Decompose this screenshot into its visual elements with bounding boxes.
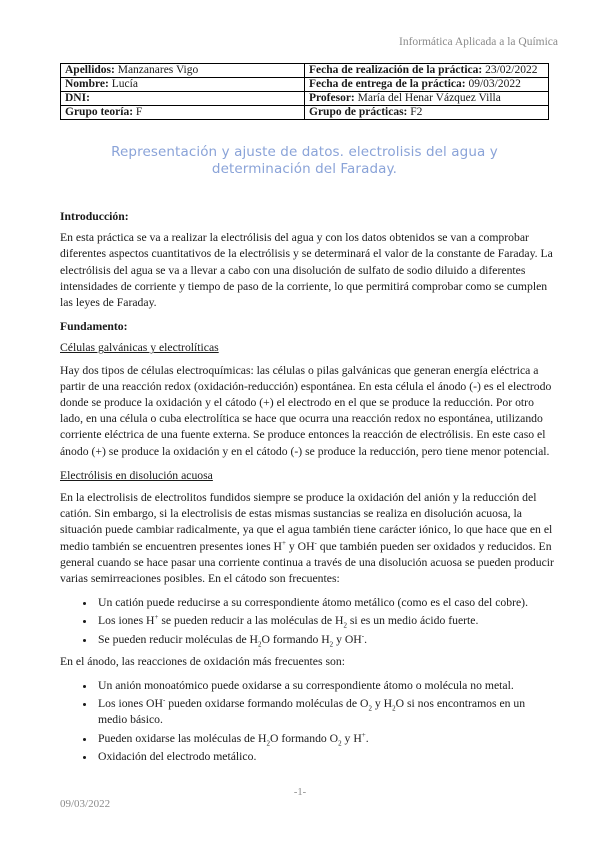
date-due-value: 09/03/2022 xyxy=(468,78,521,91)
lab-group-cell xyxy=(305,106,549,120)
anode-item-3d: . xyxy=(365,731,369,745)
anode-item-2b: pueden oxidarse formando moléculas de O xyxy=(165,697,369,711)
cathode-item-3-sup: - xyxy=(361,631,365,640)
list-item xyxy=(96,696,557,728)
aq-text-b: y OH xyxy=(285,539,315,553)
anode-item-2-sub2: 2 xyxy=(392,704,396,713)
anode-item-3-sub1: 2 xyxy=(266,739,270,748)
anode-item-3-sub2: 2 xyxy=(338,739,342,748)
list-item xyxy=(96,595,557,611)
cathode-item-2-sup: + xyxy=(154,613,159,622)
cathode-item-3a: Se pueden reducir moléculas de H xyxy=(98,632,258,646)
footer-date: 09/03/2022 xyxy=(60,798,111,810)
anode-item-2-sub1: 2 xyxy=(368,704,372,713)
teacher-cell xyxy=(305,92,549,106)
dni-label: DNI: xyxy=(65,92,90,105)
cathode-item-2b: se pueden reducir a las moléculas de H xyxy=(158,614,344,628)
document-body xyxy=(60,209,557,771)
list-item xyxy=(96,632,557,648)
aqueous-subheading: Electrólisis en disolución acuosa xyxy=(60,468,213,482)
theory-group-cell xyxy=(61,106,305,120)
cathode-item-3d: . xyxy=(364,632,368,646)
list-item xyxy=(96,731,557,747)
title-line-2: determinación del Faraday. xyxy=(211,161,398,177)
anode-item-4: Oxidación del electrodo metálico. xyxy=(98,749,257,763)
anode-item-2a: Los iones OH xyxy=(98,697,163,711)
fundamento-heading: Fundamento: xyxy=(60,320,128,334)
intro-heading: Introducción: xyxy=(60,210,129,223)
anode-item-3-sup: + xyxy=(361,730,366,739)
aq-text-a: En la electrolisis de electrolitos fundidos siempre se produce la oxidación del anión y la reducción del catión. Sin embargo, si la electrolisis de estas mismas sustancias se realiza en disolución acuosa, la situación puede cambiar radicalmente, ya que el agua también tiene carácter iónico, lo que hace que en el medio también se encuentren presentes iones H xyxy=(60,491,553,553)
list-item xyxy=(96,613,557,629)
student-info-table xyxy=(60,63,549,120)
cells-subheading: Células galvánicas y electrolíticas xyxy=(60,341,219,355)
teacher-value: María del Henar Vázquez Villa xyxy=(357,92,501,105)
course-header: Informática Aplicada a la Química xyxy=(398,36,558,48)
table-row xyxy=(61,106,549,120)
surname-cell xyxy=(61,64,305,78)
cathode-item-3c: y OH xyxy=(333,632,362,646)
table-row xyxy=(61,92,549,106)
cathode-item-3b: O formando H xyxy=(261,632,330,646)
date-due-cell xyxy=(305,78,549,92)
intro-paragraph: En esta práctica se va a realizar la electrólisis del agua y con los datos obtenidos se van a comprobar diferentes aspectos cuantitativos de la electrólisis y se determinará el valor de la constante de Faraday. La electrólisis del agua se va a llevar a cabo con una disolución de sulfato de sodio diluido a diferentes intensidades de corriente y tiempo de paso de la corriente, lo que permitirá comprobar como se cumplen las leyes de Faraday. xyxy=(60,231,553,310)
lab-group-value: F2 xyxy=(410,106,423,119)
date-due-label: Fecha de entrega de la práctica: xyxy=(309,78,466,91)
table-row xyxy=(61,78,549,92)
name-cell xyxy=(61,78,305,92)
cathode-item-3-sub2: 2 xyxy=(329,640,334,648)
date-done-value: 23/02/2022 xyxy=(485,64,538,77)
list-item xyxy=(96,678,557,694)
surname-value: Manzanares Vigo xyxy=(117,64,199,77)
cells-paragraph: Hay dos tipos de células electroquímicas: las células o pilas galvánicas que generan energía eléctrica a partir de una reacción redox (oxidación-reducción) espontánea. En esta célula el ánodo (-) es el electrodo donde se produce la oxidación y el cátodo (+) el electrodo en el que se produce la reducción. Por otro lado, en una célula o cuba electrolítica se hace que ocurra una reacción redox no espontánea, utilizando corriente eléctrica de una fuente externa. Se produce entonces la reacción de electrólisis. En este caso el ánodo (+) se produce la oxidación y en el cátodo (-) se produce la reducción, pero tiene menor potencial. xyxy=(60,363,552,458)
list-item xyxy=(96,749,557,765)
cathode-list xyxy=(60,595,557,648)
anode-intro: En el ánodo, las reacciones de oxidación más frecuentes son: xyxy=(60,654,345,668)
teacher-label: Profesor: xyxy=(309,92,355,105)
name-value: Lucía xyxy=(111,78,138,91)
dni-cell xyxy=(61,92,305,106)
anode-item-3c: y H xyxy=(341,731,362,745)
lab-group-label: Grupo de prácticas: xyxy=(309,106,408,119)
aqueous-paragraph xyxy=(60,490,557,587)
aq-text-c: que también pueden ser oxidados y reducidos. En general cuando se hace pasar una corriente continua a través de una disolución acuosa se pueden producir varias semirreaciones posibles. En el cátodo son frecuentes: xyxy=(60,539,554,586)
anode-item-2d: O si nos encontramos en un medio básico. xyxy=(98,697,526,727)
cathode-item-2-sub: 2 xyxy=(343,621,347,630)
cathode-item-1: Un catión puede reducirse a su correspondiente átomo metálico (como es el caso del cobre). xyxy=(98,596,528,610)
title-line-1: Representación y ajuste de datos. electrolisis del agua y xyxy=(111,144,498,160)
anode-item-3a: Pueden oxidarse las moléculas de H xyxy=(98,731,267,745)
cathode-item-2a: Los iones H xyxy=(98,614,155,628)
theory-group-label: Grupo teoría: xyxy=(65,106,134,119)
theory-group-value: F xyxy=(135,106,143,119)
document-title xyxy=(60,144,549,178)
table-row xyxy=(61,64,549,78)
anode-item-2-sup: - xyxy=(162,696,166,705)
name-label: Nombre: xyxy=(65,78,109,91)
anode-item-1: Un anión monoatómico puede oxidarse a su correspondiente átomo o molécula no metal. xyxy=(98,679,514,693)
aq-sup-1: + xyxy=(282,538,286,547)
cathode-item-2c: si es un medio ácido fuerte. xyxy=(346,614,479,628)
date-done-cell xyxy=(305,64,549,78)
date-done-label: Fecha de realización de la práctica: xyxy=(309,64,483,77)
page-number: -1- xyxy=(293,787,307,798)
anode-list xyxy=(60,678,557,765)
anode-item-3b: O formando O xyxy=(269,731,339,745)
anode-item-2c: y H xyxy=(371,697,393,711)
surname-label: Apellidos: xyxy=(65,64,115,77)
aq-sup-2: - xyxy=(314,538,317,547)
cathode-item-3-sub1: 2 xyxy=(258,640,262,648)
